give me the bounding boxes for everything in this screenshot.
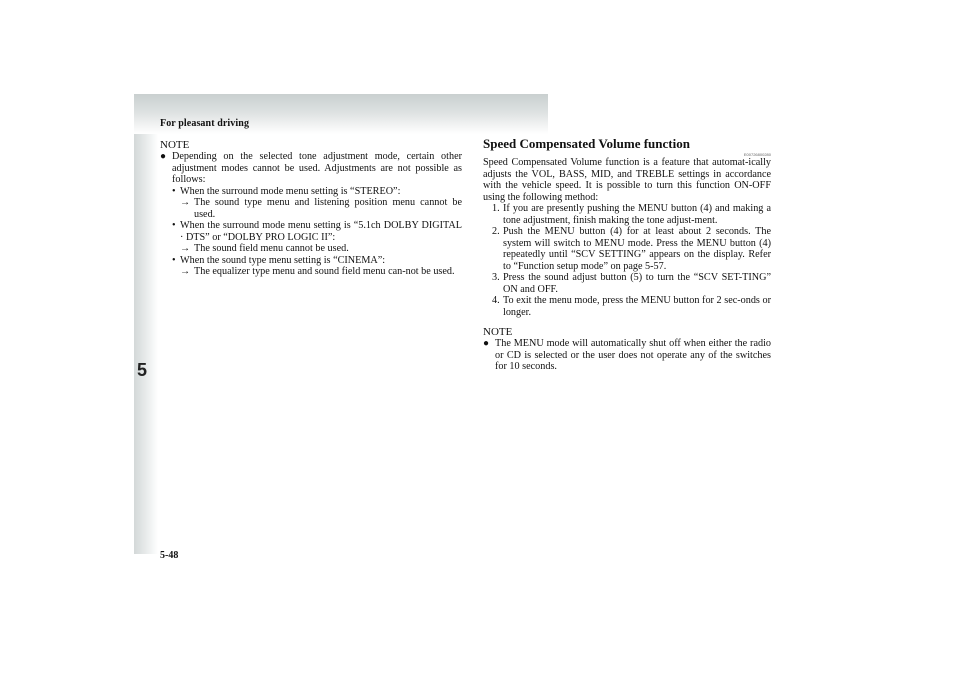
step-number: 4. <box>492 295 500 306</box>
step-text: Push the MENU button (4) for at least about 2 seconds. The system will switch to MENU mode. Press the MENU button (4) repeatedly until “SCV SETTING” appears on the display. Refer to “Function setup mode” on page 5-57. <box>503 226 771 272</box>
note-label: NOTE <box>160 139 190 151</box>
bullet-icon: ● <box>483 338 490 349</box>
bullet-icon: ● <box>160 151 167 162</box>
section-title: For pleasant driving <box>160 118 250 129</box>
dot-icon: • <box>172 185 176 197</box>
condition-result: The sound type menu and listening position menu cannot be used. <box>194 197 462 220</box>
step-item <box>483 272 771 295</box>
condition-item <box>172 255 462 278</box>
condition-list <box>172 186 462 278</box>
note-bullet-text: Depending on the selected tone adjustment mode, certain other adjustment modes cannot be used. Adjustments are not possible as follows: <box>172 151 462 185</box>
step-number: 3. <box>492 272 500 283</box>
condition-text: When the surround mode menu setting is “5.1ch DOLBY DIGITAL · DTS” or “DOLBY PRO LOGIC II”: <box>180 220 462 243</box>
note-block <box>483 326 771 373</box>
step-text: Press the sound adjust button (5) to turn the “SCV SET-TING” ON and OFF. <box>503 272 771 295</box>
condition-text: When the surround mode menu setting is “STEREO”: <box>180 185 401 197</box>
condition-text: When the sound type menu setting is “CINEMA”: <box>180 254 386 266</box>
step-item <box>483 226 771 272</box>
condition-result: The sound field menu cannot be used. <box>194 243 349 254</box>
condition-result: The equalizer type menu and sound field menu can-not be used. <box>194 266 455 277</box>
dot-icon: • <box>172 254 176 266</box>
step-list <box>483 203 771 318</box>
step-number: 2. <box>492 226 500 237</box>
note-bullet <box>483 338 771 373</box>
step-item <box>483 295 771 318</box>
section-heading: Speed Compensated Volume function <box>483 136 690 151</box>
note-label: NOTE <box>483 326 513 338</box>
intro-paragraph: Speed Compensated Volume function is a feature that automat-ically adjusts the VOL, BASS, MID, and TREBLE settings in accordance with the vehicle speed. It is possible to turn this function ON-OFF using the following method: <box>483 157 771 203</box>
condition-item <box>172 186 462 221</box>
right-column <box>483 137 771 373</box>
arrow-right-icon: → <box>180 197 191 208</box>
note-bullet <box>160 151 462 278</box>
arrow-right-icon: → <box>180 243 191 254</box>
step-item <box>483 203 771 226</box>
heading-row <box>483 136 771 157</box>
heading-code: E00726800280 <box>743 152 771 157</box>
condition-item <box>172 220 462 255</box>
page-number: 5-48 <box>160 550 179 561</box>
chapter-tab: 5 <box>137 360 148 380</box>
arrow-right-icon: → <box>180 266 191 277</box>
left-column <box>160 139 462 278</box>
step-number: 1. <box>492 203 500 214</box>
dot-icon: • <box>172 220 176 231</box>
step-text: If you are presently pushing the MENU button (4) and making a tone adjustment, finish making the tone adjust-ment. <box>503 203 771 226</box>
step-text: To exit the menu mode, press the MENU button for 2 sec-onds or longer. <box>503 295 771 318</box>
note-bullet-text: The MENU mode will automatically shut off when either the radio or CD is selected or the user does not operate any of the switches for 10 seconds. <box>495 338 771 372</box>
chapter-side-band <box>134 134 158 554</box>
